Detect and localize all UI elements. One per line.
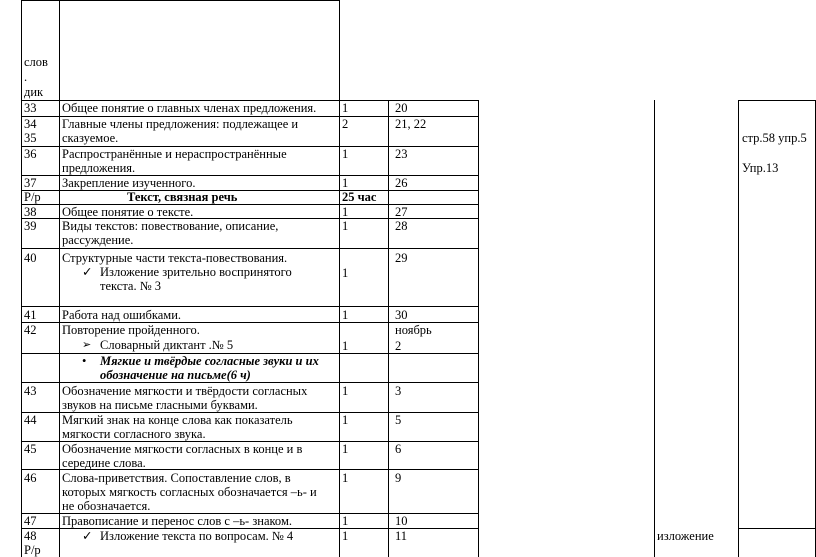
section-title: обозначение на письме(6 ч) xyxy=(100,368,251,382)
row-text: Работа над ошибками. xyxy=(62,308,182,322)
row-hours: 1 xyxy=(342,147,349,161)
row-text: предложения. xyxy=(62,161,136,175)
section-hours: 25 час xyxy=(342,190,377,204)
row-date: 23 xyxy=(395,147,408,161)
row-num: 34 35 xyxy=(24,117,37,145)
row-text: сказуемое. xyxy=(62,131,119,145)
row-text: звуков на письме гласными буквами. xyxy=(62,398,258,412)
row-text: Обозначение мягкости и твёрдости согласных xyxy=(62,384,308,398)
row-hours: 1 xyxy=(342,529,349,543)
row-text: Структурные части текста-повествования. xyxy=(62,251,288,265)
row-date: 5 xyxy=(395,413,402,427)
row-num: 38 xyxy=(24,205,37,219)
section-title: Текст, связная речь xyxy=(127,190,238,204)
row-hours: 1 xyxy=(342,384,349,398)
row-num: 44 xyxy=(24,413,37,427)
row-text: рассуждение. xyxy=(62,233,134,247)
row-text: Главные члены предложения: подлежащее и xyxy=(62,117,299,131)
row-text: Виды текстов: повествование, описание, xyxy=(62,219,279,233)
row-text: не обозначается. xyxy=(62,499,151,513)
row-num: Р/р xyxy=(24,190,41,204)
row-hours: 1 xyxy=(342,339,349,353)
row-text: Правописание и перенос слов с –ь- знаком. xyxy=(62,514,292,528)
row-text: Общее понятие о главных членах предложения. xyxy=(62,101,317,115)
row-text: Общее понятие о тексте. xyxy=(62,205,194,219)
row-num: 39 xyxy=(24,219,37,233)
row-text: середине слова. xyxy=(62,456,146,470)
row-text: Повторение пройденного. xyxy=(62,323,200,337)
row-text: Мягкий знак на конце слова как показатель xyxy=(62,413,293,427)
row-text: Закрепление изученного. xyxy=(62,176,196,190)
check-icon: ✓ xyxy=(82,529,93,543)
row-text: Слова-приветствия. Сопоставление слов, в xyxy=(62,471,291,485)
row-num: 45 xyxy=(24,442,37,456)
row-month: ноябрь xyxy=(395,323,432,337)
row-num: 48 Р/р xyxy=(24,529,41,557)
row-date: 10 xyxy=(395,514,408,528)
arrow-icon: ➢ xyxy=(82,339,92,351)
row-hours: 1 xyxy=(342,176,349,190)
header-col-a-line1: слов xyxy=(24,55,48,69)
section-title: Мягкие и твёрдые согласные звуки и их xyxy=(100,354,319,368)
row-subtext: Изложение текста по вопросам. № 4 xyxy=(100,529,294,543)
row-date: 30 xyxy=(395,308,408,322)
header-col-a-line2: . xyxy=(24,70,28,84)
row-num: 36 xyxy=(24,147,37,161)
row-num: 43 xyxy=(24,384,37,398)
row-hours: 2 xyxy=(342,117,349,131)
row-date: 21, 22 xyxy=(395,117,427,131)
bullet-icon: • xyxy=(82,354,87,368)
row-num: 37 xyxy=(24,176,37,190)
side-note: стр.58 упр.5 xyxy=(742,131,807,145)
row-date: 20 xyxy=(395,101,408,115)
row-num: 33 xyxy=(24,101,37,115)
row-date: 28 xyxy=(395,219,408,233)
row-hours: 1 xyxy=(342,266,349,280)
row-hours: 1 xyxy=(342,101,349,115)
row-subtext: Изложение зрительно воспринятого xyxy=(100,265,292,279)
row-hours: 1 xyxy=(342,205,349,219)
row-subtext: текста. № 3 xyxy=(100,279,162,293)
row-hours: 1 xyxy=(342,219,349,233)
row-hours: 1 xyxy=(342,308,349,322)
row-date: 3 xyxy=(395,384,402,398)
row-hours: 1 xyxy=(342,442,349,456)
header-col-a-line3: дик xyxy=(24,85,44,99)
row-date: 29 xyxy=(395,251,408,265)
row-num: 40 xyxy=(24,251,37,265)
row-text: Обозначение мягкости согласных в конце и в xyxy=(62,442,303,456)
row-hours: 1 xyxy=(342,413,349,427)
check-icon: ✓ xyxy=(82,265,93,279)
row-num: 46 xyxy=(24,471,37,485)
row-date: 27 xyxy=(395,205,408,219)
row-date: 2 xyxy=(395,339,402,353)
row-text: мягкости согласного звука. xyxy=(62,427,206,441)
row-date: 9 xyxy=(395,471,402,485)
row-hours: 1 xyxy=(342,514,349,528)
row-num: 47 xyxy=(24,514,37,528)
row-subtext: Словарный диктант .№ 5 xyxy=(100,338,234,352)
row-date: 6 xyxy=(395,442,402,456)
row-date: 11 xyxy=(395,529,408,543)
side-note: Упр.13 xyxy=(742,161,779,175)
row-num: 42 xyxy=(24,323,37,337)
row-text: которых мягкость согласных обозначается –ь- и xyxy=(62,485,317,499)
side-note: изложение xyxy=(657,529,714,543)
row-text: Распространённые и нераспространённые xyxy=(62,147,287,161)
row-num: 41 xyxy=(24,308,37,322)
row-hours: 1 xyxy=(342,471,349,485)
row-date: 26 xyxy=(395,176,408,190)
